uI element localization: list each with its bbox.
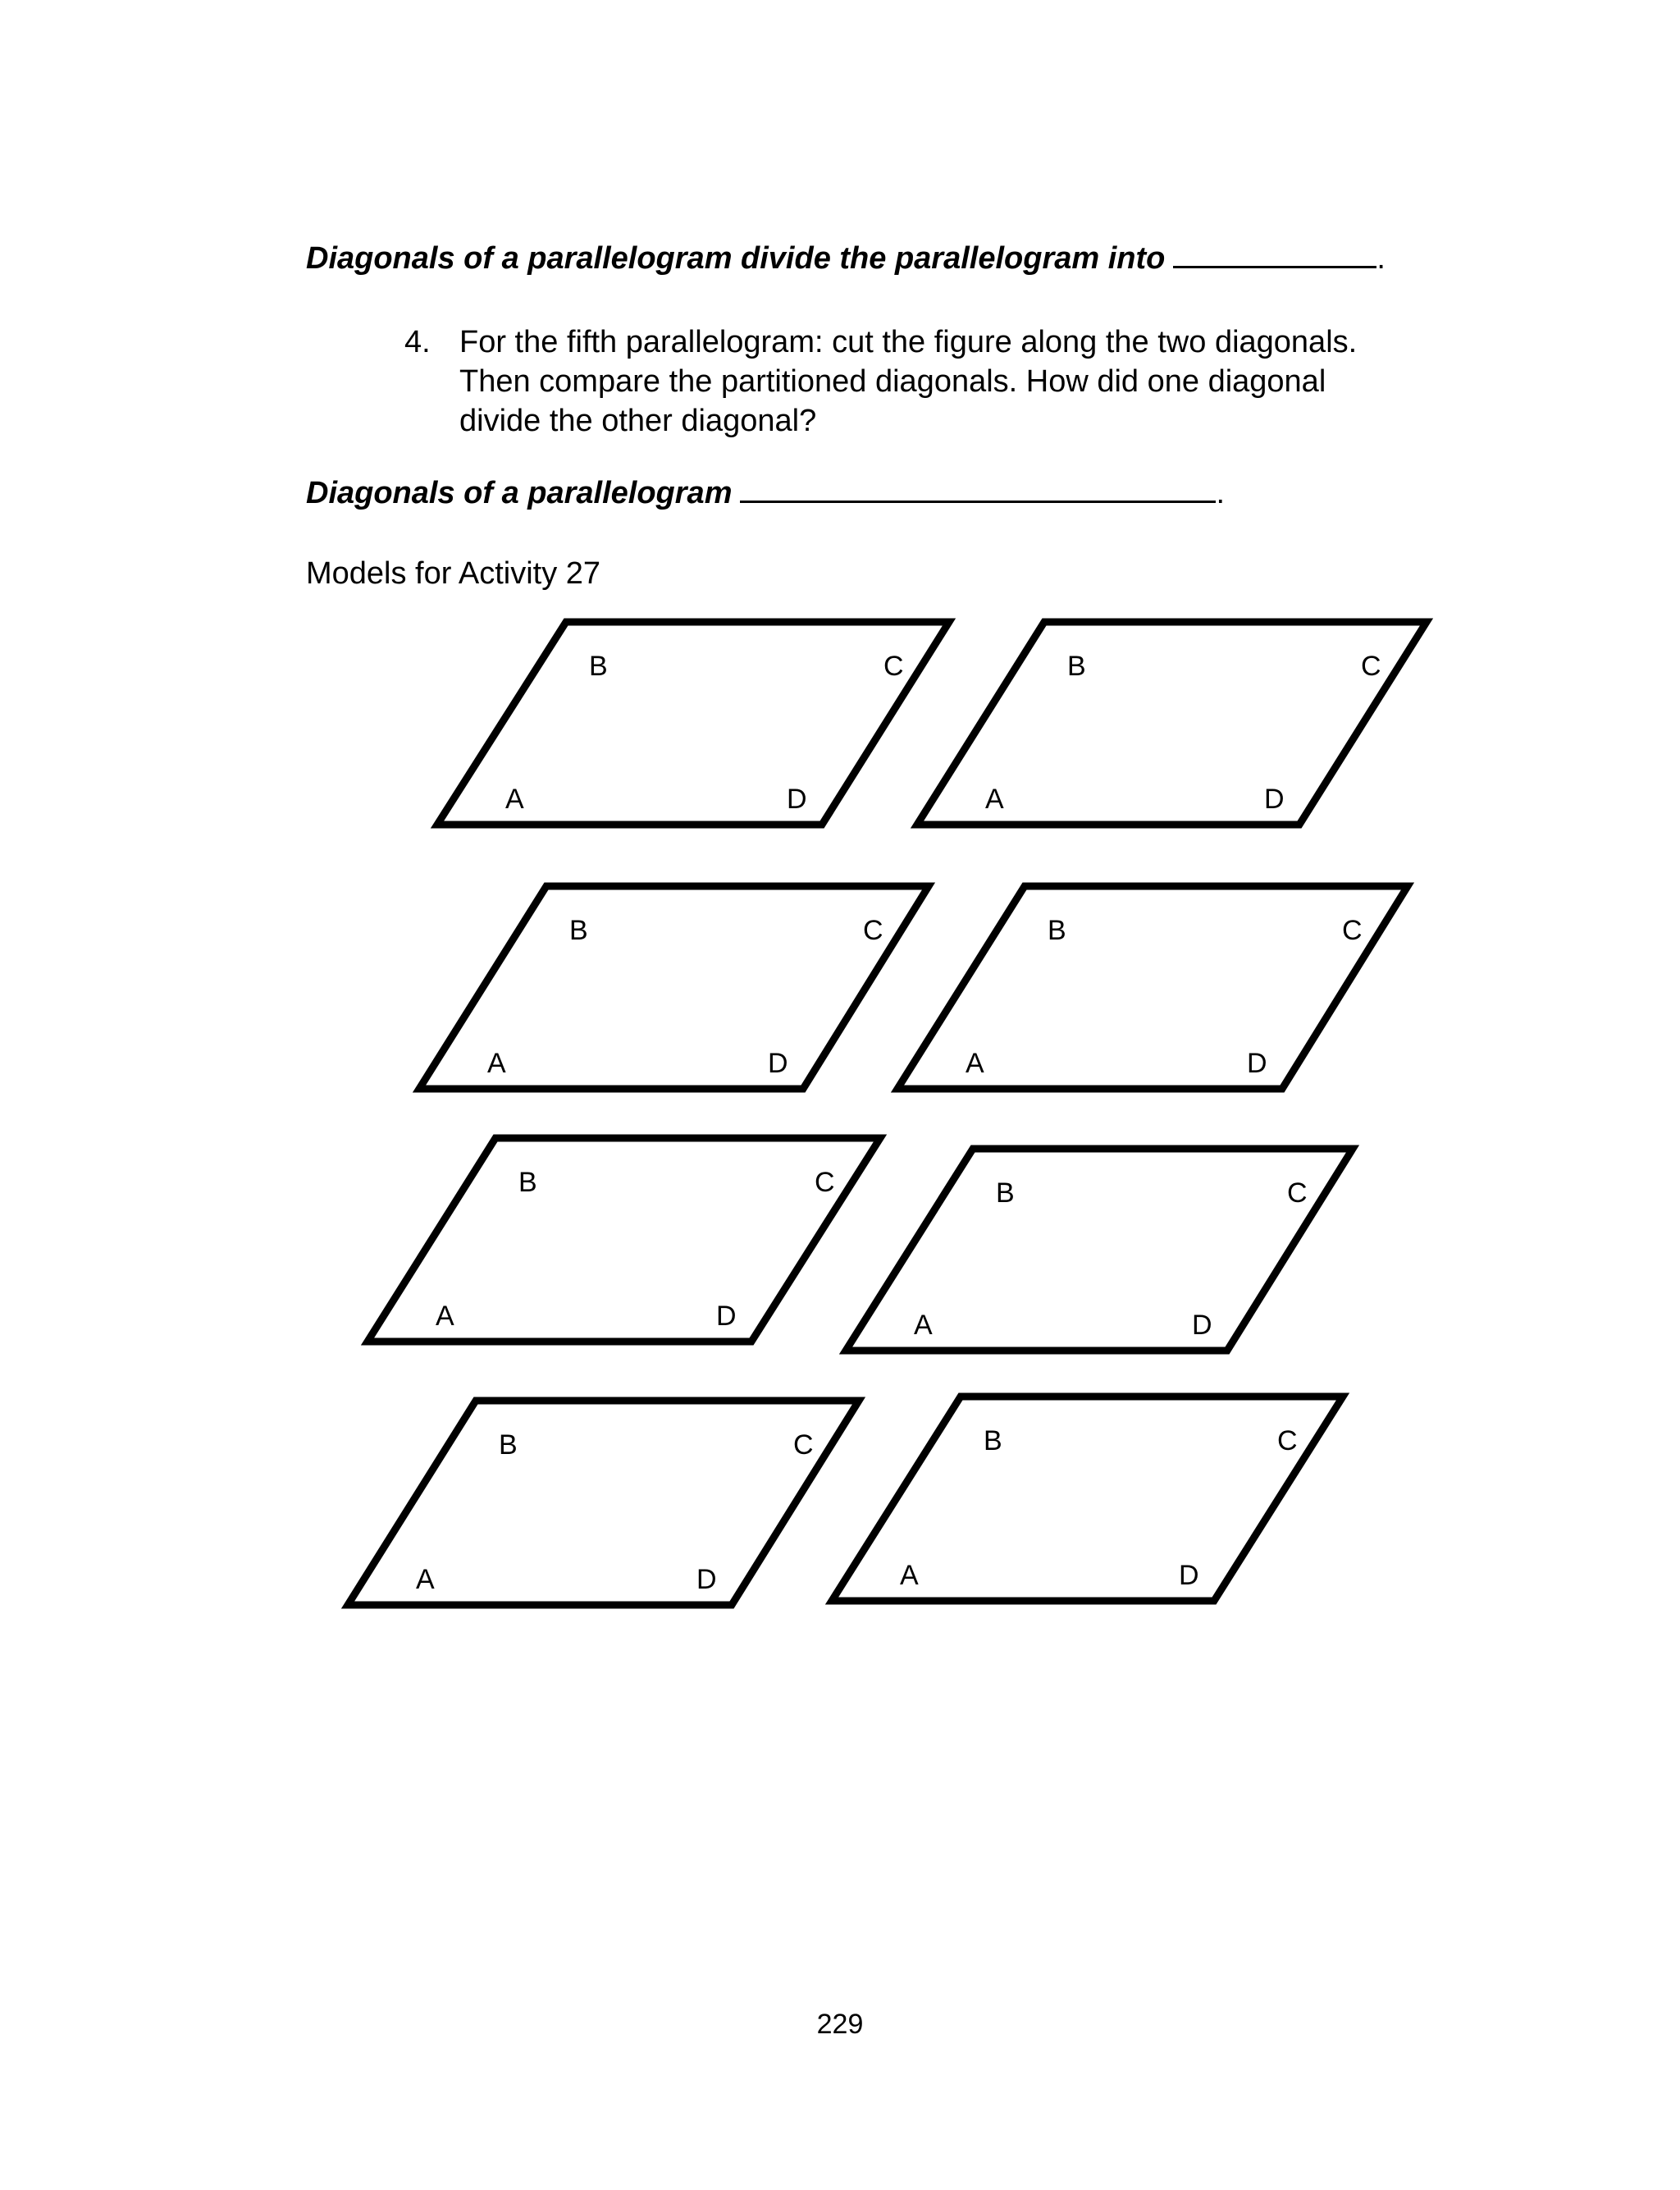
- vertex-label-a: A: [985, 784, 1004, 815]
- vertex-label-c: C: [1277, 1425, 1298, 1456]
- vertex-label-a: A: [416, 1564, 435, 1595]
- vertex-label-b: B: [589, 651, 608, 682]
- question-line: divide the other diagonal?: [459, 404, 817, 438]
- vertex-label-a: A: [966, 1048, 984, 1079]
- vertex-label-c: C: [1361, 651, 1381, 682]
- vertex-label-b: B: [1067, 651, 1086, 682]
- vertex-label-c: C: [863, 915, 883, 946]
- vertex-label-b: B: [569, 915, 588, 946]
- vertex-label-c: C: [1287, 1177, 1308, 1209]
- vertex-label-b: B: [996, 1177, 1015, 1209]
- vertex-label-a: A: [487, 1048, 506, 1079]
- vertex-label-c: C: [1342, 915, 1363, 946]
- vertex-label-d: D: [787, 784, 807, 815]
- vertex-label-b: B: [499, 1429, 518, 1461]
- vertex-label-d: D: [768, 1048, 788, 1079]
- vertex-label-c: C: [793, 1429, 814, 1461]
- question-number: 4.: [404, 325, 431, 359]
- vertex-label-a: A: [900, 1560, 919, 1591]
- question-line: Then compare the partitioned diagonals. How did one diagonal: [459, 364, 1326, 399]
- vertex-label-c: C: [815, 1167, 835, 1198]
- vertex-label-a: A: [914, 1310, 933, 1341]
- vertex-label-c: C: [883, 651, 904, 682]
- statement-diagonals-text: Diagonals of a parallelogram: [306, 476, 733, 510]
- vertex-label-d: D: [1264, 784, 1285, 815]
- vertex-label-a: A: [505, 784, 524, 815]
- statement-end-period: .: [1216, 476, 1226, 510]
- models-heading: Models for Activity 27: [306, 556, 601, 591]
- vertex-label-b: B: [1048, 915, 1066, 946]
- vertex-label-d: D: [716, 1301, 737, 1332]
- vertex-label-d: D: [1179, 1560, 1199, 1591]
- vertex-label-d: D: [1192, 1310, 1212, 1341]
- vertex-label-a: A: [436, 1301, 454, 1332]
- statement-end-period: .: [1376, 241, 1386, 276]
- vertex-label-b: B: [518, 1167, 537, 1198]
- vertex-label-b: B: [984, 1425, 1002, 1456]
- statement-diagonals-divide-text: Diagonals of a parallelogram divide the parallelogram into: [306, 241, 1166, 276]
- vertex-label-d: D: [1247, 1048, 1267, 1079]
- page-number: 229: [816, 2009, 864, 2040]
- question-line: For the fifth parallelogram: cut the figure along the two diagonals.: [459, 325, 1358, 359]
- vertex-label-d: D: [696, 1564, 717, 1595]
